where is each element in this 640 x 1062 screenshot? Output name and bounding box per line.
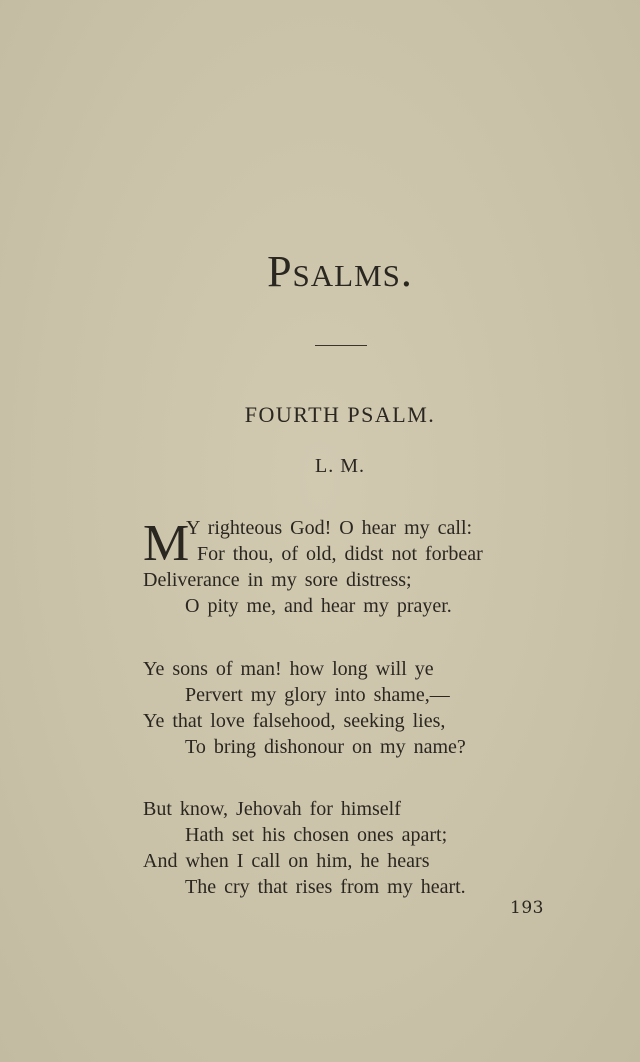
stanza2 bbox=[143, 656, 466, 760]
stanza2-line2: Pervert my glory into shame,— bbox=[185, 684, 450, 706]
stanza1-line1: Y righteous God! O hear my call: bbox=[186, 517, 473, 539]
stanza3-line3: And when I call on him, he hears bbox=[143, 850, 430, 872]
stanza1-line2: For thou, of old, didst not forbear bbox=[197, 543, 483, 565]
title-divider bbox=[315, 345, 367, 346]
stanza3 bbox=[143, 796, 466, 900]
stanza3-line4: The cry that rises from my heart. bbox=[185, 876, 466, 898]
stanza2-line1: Ye sons of man! how long will ye bbox=[143, 658, 434, 680]
meter-label: L. M. bbox=[315, 455, 365, 477]
stanza2-line4: To bring dishonour on my name? bbox=[185, 736, 466, 758]
page-number: 193 bbox=[510, 898, 544, 918]
drop-cap: M bbox=[143, 515, 190, 572]
stanza1-line3: Deliverance in my sore distress; bbox=[143, 569, 412, 591]
stanza3-line1: But know, Jehovah for himself bbox=[143, 798, 401, 820]
psalm-title: FOURTH PSALM. bbox=[244, 402, 436, 427]
stanza3-line2: Hath set his chosen ones apart; bbox=[185, 824, 448, 846]
stanza2-line3: Ye that love falsehood, seeking lies, bbox=[143, 710, 446, 732]
section-title: Psalms. bbox=[267, 247, 413, 296]
stanza1-line4: O pity me, and hear my prayer. bbox=[185, 595, 452, 617]
